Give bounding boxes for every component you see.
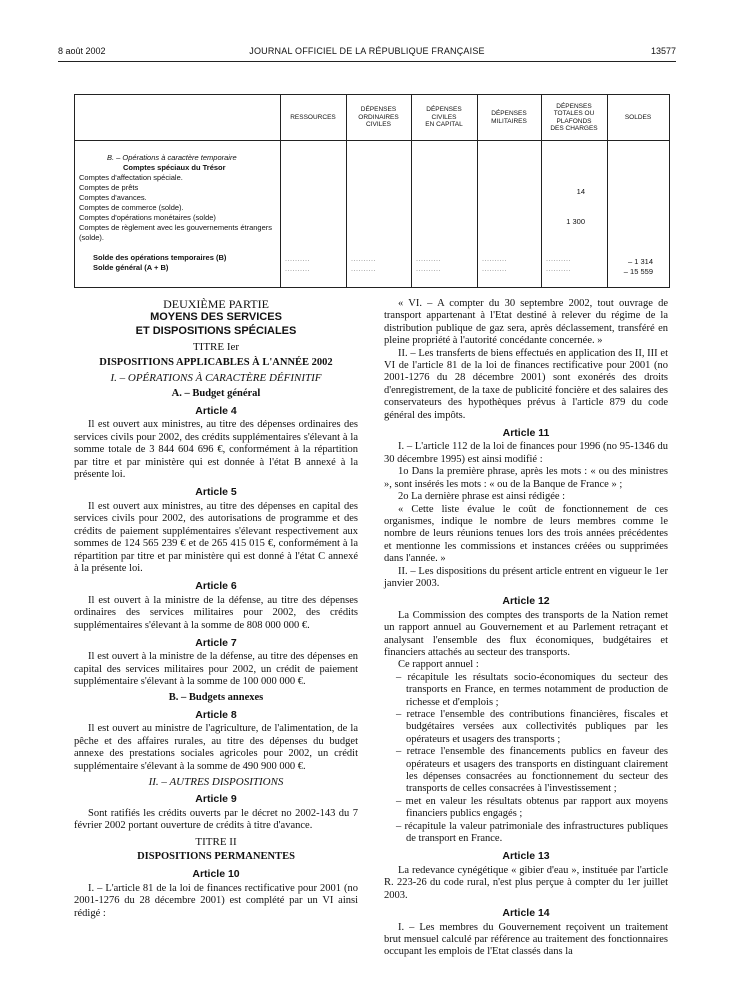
row-label: Comptes d'avances. (79, 193, 147, 202)
total-label: Solde général (A + B) (93, 263, 169, 272)
budget-table (74, 94, 670, 288)
column-header-soldes: SOLDES (624, 113, 652, 121)
paragraph: 2o La dernière phrase est ainsi rédigée : (398, 491, 566, 503)
dot-leader: ·········· (285, 268, 310, 274)
article-heading: Article 7 (195, 636, 237, 649)
header-title: JOURNAL OFFICIEL DE LA RÉPUBLIQUE FRANÇAISE (249, 46, 485, 56)
row-label: Comptes de prêts (79, 183, 139, 192)
section-heading: I. – OPÉRATIONS À CARACTÈRE DÉFINITIF (110, 372, 322, 385)
column-header-depenses-ordinaires: DÉPENSES ORDINAIRES CIVILES (358, 106, 399, 129)
part-title-line2: ET DISPOSITIONS SPÉCIALES (135, 325, 297, 338)
right-column (384, 298, 668, 959)
column-header-ressources: RESSOURCES (290, 113, 336, 121)
article-heading: Article 9 (195, 793, 237, 806)
dot-leader: ·········· (482, 258, 507, 264)
article-heading: Article 10 (192, 868, 240, 881)
list-item: – met en valeur les résultats obtenus par rapport aux moyens financiers publics engagés ; (396, 796, 668, 821)
dot-leader: ·········· (546, 268, 571, 274)
paragraph: « VI. – A compter du 30 septembre 2002, tout ouvrage de transport appartenant à l'Etat destiné à relever du régime de la distribution publique de gaz sera, après déclassement, transféré en pleine propriété à l'autorité concédante concernée. » (384, 298, 668, 347)
subsection-heading: A. – Budget général (171, 387, 261, 399)
paragraph: 1o Dans la première phrase, après les mots : « ou des ministres », sont insérés les mots : « ou de la Banque de France » ; (384, 466, 668, 490)
report-items-list (384, 672, 668, 846)
dot-leader: ·········· (416, 258, 441, 264)
article-text: Il est ouvert aux ministres, au titre des dépenses en capital des services civils pour 2002, des autorisations de programme et des crédits de paiement supplémentaires s'élevant respectivement aux sommes de 124 565 239 € et de 265 415 015 €, conformément à la répartition par titre et par ministère qui est donné à l'état C annexé à la présente loi. (74, 500, 358, 574)
paragraph: I. – Les membres du Gouvernement reçoivent un traitement brut mensuel calculé par référence au traitement des fonctionnaires occupant les emplois de l'Etat classés dans la (384, 921, 668, 958)
article-heading: Article 14 (502, 907, 550, 920)
subsection-heading: B. – Budgets annexes (168, 691, 264, 703)
row-labels (79, 153, 277, 273)
dot-leader: ·········· (351, 268, 376, 274)
list-item: – retrace l'ensemble des financements publics en faveur des opérateurs et usagers des transports en distinguant clairement les dépenses consacrées au fonctionnement du secteur des transports de celles consacrées à l'investissement ; (396, 746, 668, 796)
paragraph: La Commission des comptes des transports de la Nation remet un rapport annuel au Gouvernement et au Parlement retraçant et analysant l'ensemble des flux économiques, budgétaires et financiers attachés au secteur des transports. (384, 609, 668, 658)
paragraph: Ce rapport annuel : (398, 659, 479, 671)
paragraph: II. – Les dispositions du présent article entrent en vigueur le 1er janvier 2003. (384, 565, 668, 589)
header-date: 8 août 2002 (58, 46, 106, 56)
total-label: Solde des opérations temporaires (B) (93, 253, 227, 262)
article-heading: Article 8 (195, 708, 237, 721)
paragraph: « Cette liste évalue le coût de fonctionnement de ces organismes, indique le nombre de leurs membres comme le nombre de leurs réunions tenues lors des trois années précédentes et mentionne les commissions et instances créées ou supprimées dans l'année. » (384, 503, 668, 565)
header-row-divider (75, 140, 669, 141)
left-column (74, 298, 358, 920)
article-text: I. – L'article 81 de la loi de finances rectificative pour 2001 (no 2001-1276 du 28 décembre 2001) est complété par un VI ainsi rédigé : (74, 882, 358, 919)
article-text: Il est ouvert au ministre de l'agriculture, de l'alimentation, de la pêche et des affaires rurales, au titre des dépenses du budget annexe des prestations sociales agricoles pour 2002, un crédit supplémentaire s'élevant à la somme de 490 900 000 €. (74, 723, 358, 772)
subsection-label: Comptes spéciaux du Trésor (123, 163, 226, 172)
column-header-depenses-capital: DÉPENSES CIVILES EN CAPITAL (425, 106, 463, 129)
running-header (58, 46, 676, 60)
titre-subtitle: DISPOSITIONS APPLICABLES À L'ANNÉE 2002 (99, 356, 333, 368)
part-heading: DEUXIÈME PARTIE (163, 297, 269, 311)
value-total-general: – 15 559 (623, 267, 653, 276)
row-label: Comptes d'opérations monétaires (solde) (79, 213, 216, 222)
list-item: – récapitule la valeur patrimoniale des infrastructures publiques de transport en France. (396, 821, 668, 846)
article-text: Il est ouvert à la ministre de la défense, au titre des dépenses en capital des services militaires pour 2002, un crédit de paiement supplémentaire s'élevant à la somme de 100 000 000 €. (74, 651, 358, 688)
paragraph: II. – Les transferts de biens effectués en application des II, III et VI de l'article 81 de la loi de finances rectificative pour 2001 (no 2001-1276 du 28 décembre 2001) sont exonérés des droits d'enregistrement, de la taxe de publicité foncière et des salaires des conservateurs des hypothèques prévus à l'article 879 du code général des impôts. (384, 347, 668, 421)
header-rule (58, 61, 676, 62)
part-title-line1: MOYENS DES SERVICES (150, 311, 282, 324)
titre-heading: TITRE Ier (192, 341, 240, 354)
paragraph: La redevance cynégétique « gibier d'eau », instituée par l'article R. 223-26 du code rural, n'est plus perçue à compter du 1er juillet 2003. (384, 864, 668, 901)
dot-leader: ·········· (285, 258, 310, 264)
dot-leader: ·········· (482, 268, 507, 274)
dot-leader: ·········· (416, 268, 441, 274)
article-heading: Article 12 (502, 595, 550, 608)
list-item: – récapitule les résultats socio-économiques du secteur des transports en France, en termes notamment de production de richesse et d'emplois ; (396, 672, 668, 709)
value-prets: 14 (576, 187, 585, 196)
article-heading: Article 6 (195, 580, 237, 593)
header-page-number: 13577 (650, 46, 676, 56)
column-header-depenses-militaires: DÉPENSES MILITAIRES (491, 110, 527, 125)
section-label: B. – Opérations à caractère temporaire (107, 153, 237, 162)
titre-subtitle: DISPOSITIONS PERMANENTES (137, 851, 295, 863)
article-heading: Article 5 (195, 486, 237, 499)
list-item: – retrace l'ensemble des contributions financières, fiscales et budgétaires versées aux collectivités publiques par les opérateurs et usagers des transports ; (396, 709, 668, 746)
article-text: Il est ouvert à la ministre de la défense, au titre des dépenses ordinaires des services militaires pour 2002, des crédits supplémentaires s'élevant à la somme de 808 000 000 €. (74, 594, 358, 631)
article-heading: Article 11 (502, 427, 550, 440)
value-monetaires: 1 300 (566, 217, 585, 226)
article-heading: Article 4 (195, 405, 237, 418)
paragraph: I. – L'article 112 de la loi de finances pour 1996 (no 95-1346 du 30 décembre 1995) est ainsi modifié : (384, 441, 668, 465)
row-label: Comptes de commerce (solde). (79, 203, 184, 212)
article-heading: Article 13 (502, 850, 550, 863)
section-heading: II. – AUTRES DISPOSITIONS (148, 776, 284, 788)
row-label: Comptes de règlement avec les gouvernements étrangers (solde). (79, 223, 273, 242)
column-header-depenses-totales: DÉPENSES TOTALES OU PLAFONDS DES CHARGES (550, 102, 598, 132)
dot-leader: ·········· (351, 258, 376, 264)
value-total-temporaires: – 1 314 (627, 257, 653, 266)
dot-leader: ·········· (546, 258, 571, 264)
row-label: Comptes d'affectation spéciale. (79, 173, 183, 182)
article-text: Sont ratifiés les crédits ouverts par le décret no 2002-143 du 7 février 2002 portant ouverture de crédits à titre d'avance. (74, 807, 358, 832)
article-text: Il est ouvert aux ministres, au titre des dépenses ordinaires des services civils pour 2002, des crédits supplémentaires s'élevant à la somme totale de 3 844 604 696 €, conformément à la répartition par titre et par ministère qui est donnée à l'état B annexé à la présente loi. (74, 419, 358, 481)
titre-heading: TITRE II (195, 835, 237, 848)
